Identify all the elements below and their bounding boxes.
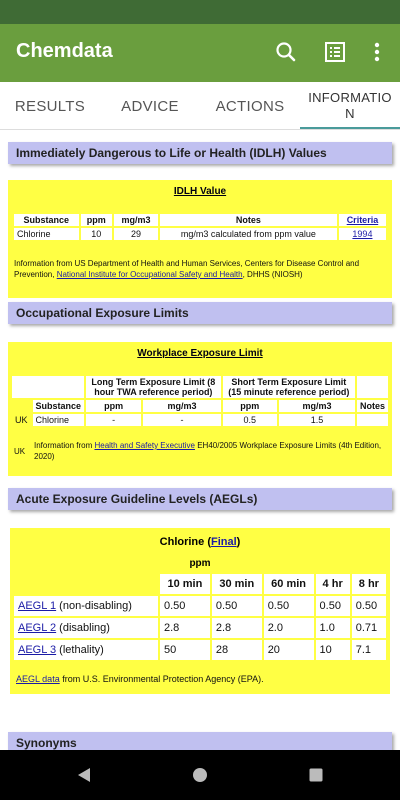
aegl-unit: ppm: [189, 558, 211, 569]
oel-note: [34, 440, 384, 462]
more-vert-icon[interactable]: [363, 38, 391, 66]
aegl-th-10min: 10 min: [160, 574, 210, 594]
oel-th-ppm-short: ppm: [223, 400, 277, 412]
tab-bar: [0, 82, 400, 130]
aegl-final-link[interactable]: Final: [211, 536, 237, 548]
tab-indicator: [300, 127, 400, 129]
aegl-cell: 2.0: [264, 618, 314, 638]
idlh-th-mgm3: mg/m3: [114, 214, 158, 226]
aegl-cell: 2.8: [212, 618, 262, 638]
idlh-note: [14, 258, 386, 280]
idlh-note-prefix: Information from US Department of Health and Human Services, Centers for Disease Control and Prevention,: [14, 259, 360, 279]
oel-cell-mgm3-long: -: [143, 414, 220, 426]
hse-link[interactable]: Health and Safety Executive: [94, 441, 195, 450]
status-bar: [0, 0, 400, 24]
oel-note-prefix: Information from: [34, 441, 95, 450]
aegl-row: [14, 618, 386, 638]
oel-note-suffix: EH40/2005 Workplace Exposure Limits (4th Edition, 2020): [34, 441, 382, 461]
oel-row-country: UK: [15, 415, 28, 425]
idlh-cell-mgm3: 29: [114, 228, 158, 240]
oel-cell-notes: [357, 414, 388, 426]
content-area[interactable]: [0, 130, 400, 750]
idlh-th-ppm: ppm: [81, 214, 112, 226]
aegl-cell: 0.50: [264, 596, 314, 616]
niosh-link[interactable]: National Institute for Occupational Safety and Health: [56, 270, 243, 279]
idlh-note-suffix: , DHHS (NIOSH): [242, 270, 303, 279]
oel-th-mgm3-long: mg/m3: [143, 400, 220, 412]
aegl-cell: 0.50: [212, 596, 262, 616]
aegl-cell: 1.0: [316, 618, 350, 638]
oel-box: [8, 342, 392, 476]
aegl-cell: 0.50: [160, 596, 210, 616]
oel-th-notes: Notes: [357, 400, 388, 412]
home-icon[interactable]: [192, 767, 208, 788]
idlh-cell-ppm: 10: [81, 228, 112, 240]
app-title: Chemdata: [16, 40, 113, 62]
recents-icon[interactable]: [308, 767, 324, 788]
aegl3-desc: (lethality): [56, 644, 104, 656]
section-synonyms-heading[interactable]: Synonyms: [8, 732, 392, 750]
aegl3-link[interactable]: AEGL 3: [18, 644, 57, 656]
system-nav-bar: [0, 750, 400, 800]
aegl-data-link[interactable]: AEGL data: [16, 674, 60, 684]
aegl-title-suffix: ): [236, 536, 241, 548]
idlh-table: [12, 212, 388, 242]
aegl-corner: [14, 574, 158, 594]
tab-results[interactable]: RESULTS: [14, 97, 86, 115]
aegl-cell: 0.71: [352, 618, 386, 638]
idlh-th-notes: Notes: [160, 214, 337, 226]
oel-th-short-term: Short Term Exposure Limit (15 minute reference period): [223, 376, 355, 398]
aegl-cell: 50: [160, 640, 210, 660]
oel-empty-cell: [12, 376, 84, 398]
oel-th-substance: Substance: [33, 400, 85, 412]
section-oel-heading[interactable]: Occupational Exposure Limits: [8, 302, 392, 324]
aegl-row: [14, 640, 386, 660]
oel-spacer: [12, 400, 31, 412]
aegl-cell: 0.50: [316, 596, 350, 616]
app-bar: [0, 24, 400, 82]
tab-advice[interactable]: ADVICE: [121, 97, 179, 115]
aegl2-link[interactable]: AEGL 2: [18, 622, 57, 634]
oel-table: [10, 374, 390, 428]
section-idlh-heading[interactable]: Immediately Dangerous to Life or Health (IDLH) Values: [8, 142, 392, 164]
aegl-box: [10, 528, 390, 694]
idlh-box: [8, 180, 392, 298]
idlh-cell-notes: mg/m3 calculated from ppm value: [160, 228, 337, 240]
aegl-cell: 20: [264, 640, 314, 660]
section-aegl-heading[interactable]: Acute Exposure Guideline Levels (AEGLs): [8, 488, 392, 510]
aegl-th-60min: 60 min: [264, 574, 314, 594]
idlh-th-criteria[interactable]: Criteria: [339, 214, 386, 226]
aegl-th-8hr: 8 hr: [352, 574, 386, 594]
tab-actions[interactable]: ACTIONS: [215, 97, 285, 115]
aegl-cell: 7.1: [352, 640, 386, 660]
aegl-table: [12, 572, 388, 662]
aegl-cell: 2.8: [160, 618, 210, 638]
tab-information[interactable]: INFORMATIO N: [308, 90, 392, 121]
idlh-box-title[interactable]: IDLH Value: [173, 186, 227, 197]
aegl-th-4hr: 4 hr: [316, 574, 350, 594]
aegl2-desc: (disabling): [56, 622, 110, 634]
oel-th-mgm3-short: mg/m3: [279, 400, 355, 412]
aegl-row-label: [14, 640, 158, 660]
idlh-th-substance: Substance: [14, 214, 79, 226]
aegl-row: [14, 596, 386, 616]
list-icon[interactable]: [321, 38, 349, 66]
oel-cell-substance: Chlorine: [33, 414, 85, 426]
aegl-note: [16, 674, 386, 685]
aegl-row-label: [14, 596, 158, 616]
aegl1-link[interactable]: AEGL 1: [18, 600, 57, 612]
aegl-title-prefix: Chlorine (: [159, 536, 211, 548]
oel-th-long-term: Long Term Exposure Limit (8 hour TWA reference period): [86, 376, 221, 398]
idlh-cell-criteria[interactable]: 1994: [339, 228, 386, 240]
aegl-th-30min: 30 min: [212, 574, 262, 594]
search-icon[interactable]: [272, 38, 300, 66]
oel-th-ppm-long: ppm: [86, 400, 141, 412]
oel-box-title[interactable]: Workplace Exposure Limit: [137, 348, 263, 359]
back-icon[interactable]: [76, 767, 92, 788]
oel-cell-ppm-short: 0.5: [223, 414, 277, 426]
aegl-cell: 28: [212, 640, 262, 660]
aegl-title: [10, 536, 390, 548]
aegl-row-label: [14, 618, 158, 638]
aegl-note-suffix: from U.S. Environmental Protection Agency (EPA).: [59, 674, 264, 684]
idlh-cell-substance: Chlorine: [14, 228, 79, 240]
oel-cell-mgm3-short: 1.5: [279, 414, 355, 426]
oel-note-country: UK: [14, 447, 26, 456]
oel-empty-cell-2: [357, 376, 388, 398]
oel-cell-ppm-long: -: [86, 414, 141, 426]
aegl1-desc: (non-disabling): [56, 600, 132, 612]
aegl-cell: 0.50: [352, 596, 386, 616]
aegl-cell: 10: [316, 640, 350, 660]
